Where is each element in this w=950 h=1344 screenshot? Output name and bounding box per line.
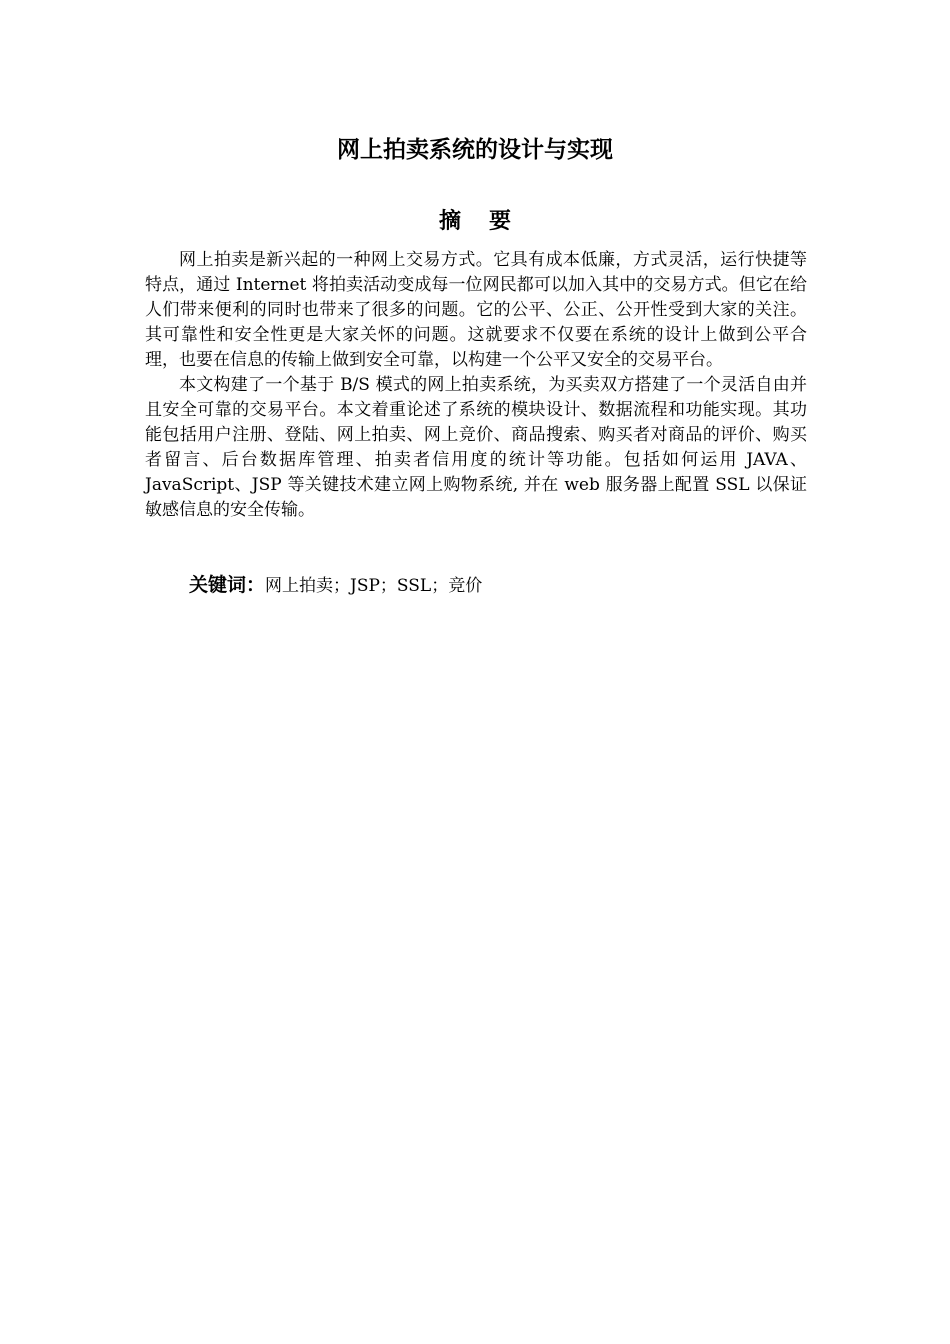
abstract-paragraph-2: 本文构建了一个基于 B/S 模式的网上拍卖系统，为买卖双方搭建了一个灵活自由并且安全可靠的交易平台。本文着重论述了系统的模块设计、数据流程和功能实现。其功能包括用户注册、登陆、网上拍卖、网上竞价、商品搜索、购买者对商品的评价、购买者留言、后台数据库管理、拍卖者信用度的统计等功能。包括如何运用 JAVA、JavaScript、JSP 等关键技术建立网上购物系统, 并在 web 服务器上配置 SSL 以保证敏感信息的安全传输。 (145, 375, 807, 520)
document-title: 网上拍卖系统的设计与实现 (337, 137, 613, 163)
abstract-paragraph-1: 网上拍卖是新兴起的一种网上交易方式。它具有成本低廉，方式灵活，运行快捷等特点，通过 Internet 将拍卖活动变成每一位网民都可以加入其中的交易方式。但它在给人们带来便利的同时也带来了很多的问题。它的公平、公正、公开性受到大家的关注。其可靠性和安全性更是大家关怀的问题。这就要求不仅要在系统的设计上做到公平合理，也要在信息的传输上做到安全可靠，以构建一个公平又安全的交易平台。 (145, 250, 807, 370)
keywords-label: 关键词： (189, 574, 266, 596)
abstract-body (145, 248, 807, 523)
keywords-line (189, 571, 809, 600)
keywords-value: 网上拍卖；JSP；SSL；竞价 (265, 576, 483, 596)
abstract-heading: 摘要 (438, 209, 539, 234)
